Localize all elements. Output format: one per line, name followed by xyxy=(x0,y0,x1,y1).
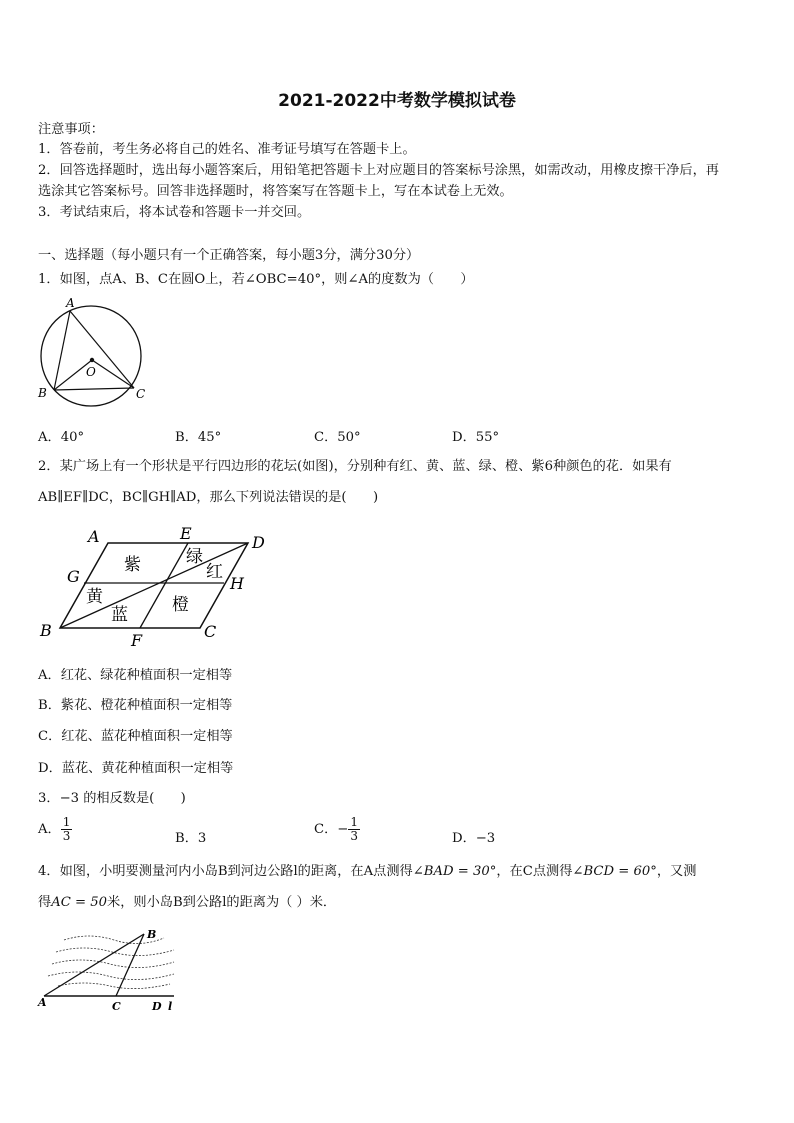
notes-heading: 注意事项： xyxy=(38,122,104,137)
q1-label-a: A xyxy=(66,296,75,310)
q2-parallelogram-figure xyxy=(36,522,276,648)
q3-option-a xyxy=(38,816,72,843)
q1-label-b: B xyxy=(38,386,47,400)
q3-option-c xyxy=(314,816,360,843)
q4-ac-length: AC = 50 xyxy=(51,895,108,910)
q1-option-a: A．40° xyxy=(38,430,85,445)
q1-label-o: O xyxy=(86,365,96,379)
q4-angle-bad: ∠BAD = 30° xyxy=(412,864,497,879)
q2-region-green: 绿 xyxy=(186,547,203,567)
q2-label-d: D xyxy=(252,533,265,552)
section-heading: 一、选择题（每小题只有一个正确答案，每小题3分，满分30分） xyxy=(38,248,420,263)
q2-region-blue: 蓝 xyxy=(111,605,128,625)
q1-option-c: C．50° xyxy=(314,430,361,445)
q2-label-g: G xyxy=(67,567,80,586)
note-item-2: 2．回答选择题时，选出每小题答案后，用铅笔把答题卡上对应题目的答案标号涂黑，如需改动，用橡皮擦干净后，再 xyxy=(38,163,719,178)
q3-option-a-fraction: $\frac{1}{3}$ xyxy=(62,815,71,843)
q4-angle-bcd: ∠BCD = 60° xyxy=(572,864,657,879)
q2-option-d: D．蓝花、黄花种植面积一定相等 xyxy=(38,761,234,776)
q1-stem: 1．如图，点A、B、C在圆O上，若∠OBC=40°，则∠A的度数为（ ） xyxy=(38,272,474,287)
q3-option-a-label: A． xyxy=(38,822,61,837)
q1-circle-figure xyxy=(34,296,152,408)
note-item-2-cont: 选涂其它答案标号。回答非选择题时，将答案写在答题卡上，写在本试卷上无效。 xyxy=(38,184,513,199)
q3-option-b: B．3 xyxy=(175,831,207,846)
q4-label-b: B xyxy=(147,928,157,941)
q1-label-c: C xyxy=(136,387,146,401)
q2-region-purple: 紫 xyxy=(124,555,141,575)
q3-option-d: D．−3 xyxy=(452,831,496,846)
q4-stem-line1: 4．如图，小明要测量河内小岛B到河边公路l的距离，在A点测得∠BAD = 30°，在C点测得∠BCD = 60°，又测 xyxy=(38,864,697,879)
q2-stem-line2: AB∥EF∥DC，BC∥GH∥AD，那么下列说法错误的是( ) xyxy=(38,490,379,505)
q2-option-c: C．红花、蓝花种植面积一定相等 xyxy=(38,729,233,744)
q2-label-e: E xyxy=(180,524,192,543)
q4-label-c: C xyxy=(112,1000,121,1013)
q4-label-d: D xyxy=(152,1000,162,1013)
q3-option-c-label: C．− xyxy=(314,822,349,837)
q2-label-b: B xyxy=(40,621,52,640)
q1-option-d: D．55° xyxy=(452,430,500,445)
q2-option-b: B．紫花、橙花种植面积一定相等 xyxy=(38,698,233,713)
note-item-3: 3．考试结束后，将本试卷和答题卡一并交回。 xyxy=(38,205,311,220)
q4-label-a: A xyxy=(38,996,47,1009)
q2-region-red: 红 xyxy=(206,562,223,582)
q2-label-h: H xyxy=(230,574,244,593)
q3-option-c-fraction: $\frac{1}{3}$ xyxy=(350,815,358,843)
q4-stem-line2: 得AC = 50米，则小岛B到公路l的距离为（ ）米． xyxy=(38,895,337,910)
q2-label-f: F xyxy=(131,631,143,648)
q2-label-a: A xyxy=(88,527,100,546)
note-item-1: 1．答卷前，考生务必将自己的姓名、准考证号填写在答题卡上。 xyxy=(38,142,416,157)
q2-option-a: A．红花、绿花种植面积一定相等 xyxy=(38,668,233,683)
q2-region-orange: 橙 xyxy=(172,595,189,615)
q2-label-c: C xyxy=(204,622,217,641)
q2-stem-line1: 2．某广场上有一个形状是平行四边形的花坛(如图)，分别种有红、黄、蓝、绿、橙、紫6种颜色的花．如果有 xyxy=(38,459,672,474)
q2-region-yellow: 黄 xyxy=(86,587,103,607)
q1-option-b: B．45° xyxy=(175,430,222,445)
page-title: 2021-2022中考数学模拟试卷 xyxy=(278,91,516,111)
q4-river-figure xyxy=(34,926,184,1014)
q4-label-l: l xyxy=(168,1000,173,1013)
q3-stem: 3．−3 的相反数是( ) xyxy=(38,791,186,806)
